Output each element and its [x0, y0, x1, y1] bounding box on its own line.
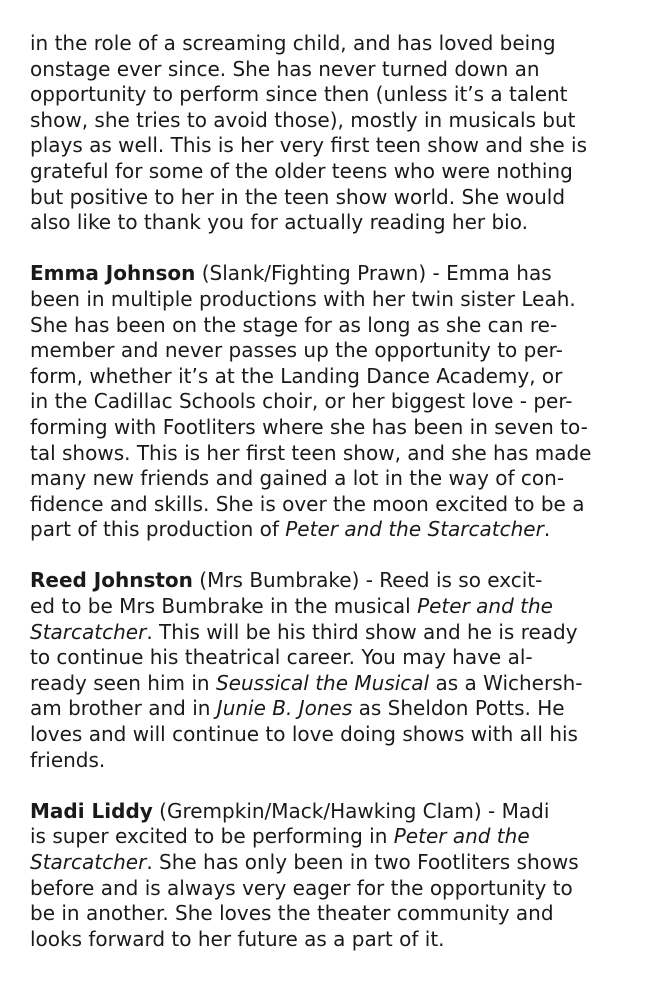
text-run: forming with Footliters where she has been in seven to-	[30, 414, 588, 439]
text-line	[30, 287, 630, 313]
cast-member-name: Madi Liddy	[30, 798, 153, 823]
text-run: loves and will continue to love doing shows with all his	[30, 722, 578, 747]
text-run: grateful for some of the older teens who were nothing	[30, 158, 573, 183]
text-run: ready seen him in	[30, 670, 216, 695]
text-line	[30, 364, 630, 390]
bio-paragraph	[30, 31, 630, 236]
text-run: form, whether it’s at the Landing Dance Academy, or	[30, 363, 563, 388]
text-run: looks forward to her future as a part of it.	[30, 926, 445, 951]
text-line	[30, 876, 630, 902]
text-line	[30, 133, 630, 159]
text-run: opportunity to perform since then (unless it’s a talent	[30, 82, 568, 107]
text-run: member and never passes up the opportunity to per-	[30, 338, 563, 363]
show-title: Peter and the Starcatcher	[285, 517, 544, 542]
show-title: Seussical the Musical	[215, 670, 430, 695]
text-run: She has been on the stage for as long as she can re-	[30, 312, 558, 337]
text-run: friends.	[30, 747, 106, 772]
text-line	[30, 620, 630, 646]
bio-page	[30, 31, 630, 952]
text-line	[30, 82, 630, 108]
text-line	[30, 594, 630, 620]
text-run: ed to be Mrs Bumbrake in the musical	[30, 594, 418, 619]
cast-member-name: Reed Johnston	[30, 568, 193, 593]
text-line	[30, 210, 630, 236]
show-title: Peter and the	[417, 594, 553, 619]
text-line	[30, 850, 630, 876]
text-line	[30, 645, 630, 671]
cast-member-name: Emma Johnson	[30, 261, 196, 286]
text-run: as Sheldon Potts. He	[352, 696, 565, 721]
text-run: been in multiple productions with her twin sister Leah.	[30, 286, 576, 311]
text-line	[30, 389, 630, 415]
text-run: in the Cadillac Schools choir, or her biggest love - per-	[30, 389, 573, 414]
text-run: (Grempkin/Mack/Hawking Clam) - Madi	[152, 798, 550, 823]
text-line	[30, 696, 630, 722]
show-title: Junie B. Jones	[216, 696, 353, 721]
show-title: Starcatcher	[30, 619, 147, 644]
text-line	[30, 57, 630, 83]
text-line	[30, 261, 630, 287]
text-line	[30, 159, 630, 185]
text-line	[30, 517, 630, 543]
text-line	[30, 441, 630, 467]
text-run: am brother and in	[30, 696, 217, 721]
show-title: Starcatcher	[30, 850, 147, 874]
text-run: in the role of a screaming child, and has loved being	[30, 31, 556, 55]
text-line	[30, 568, 630, 594]
bio-paragraph	[30, 568, 630, 773]
text-line	[30, 492, 630, 518]
text-run: . She has only been in two Footliters shows	[146, 850, 579, 874]
text-run: onstage ever since. She has never turned down an	[30, 56, 540, 81]
text-run: before and is always very eager for the opportunity to	[30, 875, 573, 900]
text-run: as a Wichersh-	[429, 670, 583, 695]
text-line	[30, 748, 630, 774]
text-line	[30, 313, 630, 339]
text-run: to continue his theatrical career. You may have al-	[30, 645, 533, 670]
text-run: part of this production of	[30, 517, 286, 542]
text-line	[30, 466, 630, 492]
text-run: but positive to her in the teen show world. She would	[30, 184, 566, 209]
text-line	[30, 415, 630, 441]
text-line	[30, 901, 630, 927]
show-title: Peter and the	[393, 824, 530, 849]
text-line	[30, 108, 630, 134]
text-run: (Slank/Fighting Prawn) - Emma has	[195, 261, 552, 286]
text-run: show, she tries to avoid those), mostly in musicals but	[30, 107, 576, 132]
text-run: tal shows. This is her first teen show, and she has made	[30, 440, 592, 465]
text-run: . This will be his third show and he is ready	[146, 619, 578, 644]
text-run: plays as well. This is her very first teen show and she is	[30, 133, 588, 158]
text-line	[30, 31, 630, 57]
text-run: be in another. She loves the theater community and	[30, 901, 554, 926]
text-line	[30, 338, 630, 364]
text-line	[30, 671, 630, 697]
text-line	[30, 185, 630, 211]
text-run: many new friends and gained a lot in the way of con-	[30, 466, 565, 491]
text-line	[30, 927, 630, 953]
text-line	[30, 824, 630, 850]
text-run: .	[543, 517, 551, 542]
text-line	[30, 799, 630, 825]
text-run: also like to thank you for actually reading her bio.	[30, 210, 528, 235]
text-run: (Mrs Bumbrake) - Reed is so excit-	[192, 568, 543, 593]
text-line	[30, 722, 630, 748]
text-run: is super excited to be performing in	[30, 824, 394, 849]
bio-paragraph	[30, 261, 630, 543]
text-run: fidence and skills. She is over the moon excited to be a	[30, 491, 585, 516]
bio-paragraph	[30, 799, 630, 953]
